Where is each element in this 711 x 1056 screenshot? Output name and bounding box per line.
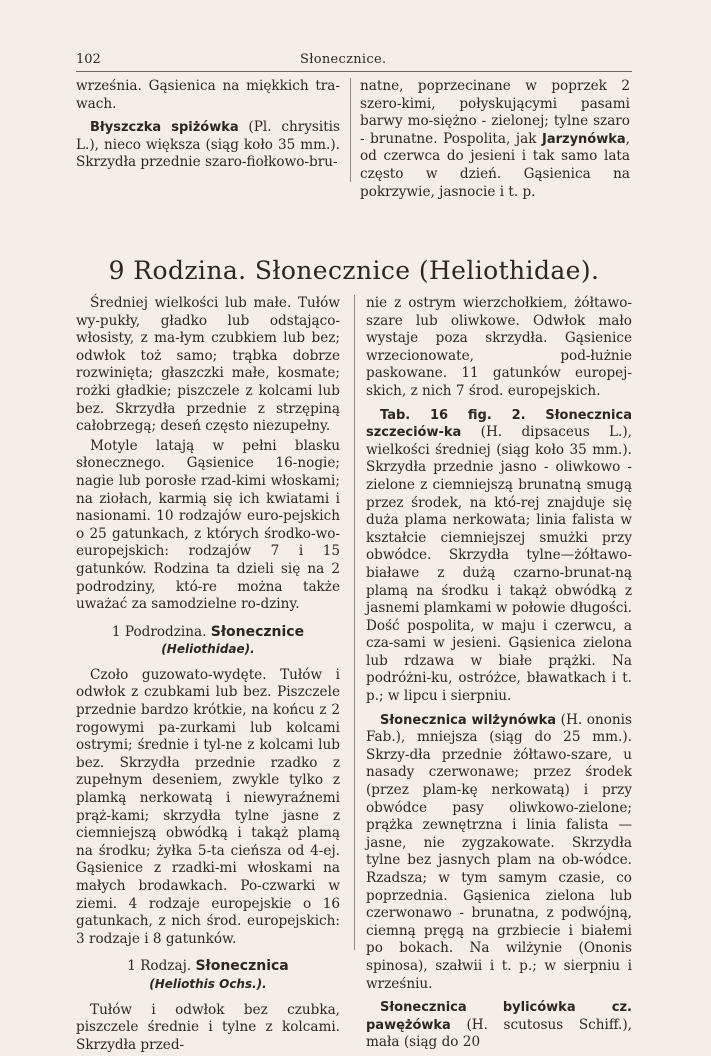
paragraph: Czoło guzowato-wydęte. Tułów i odwłok z czubkami lub bez. Piszczele przednie bardzo krótkie, na końcu z 2 rogowymi pa-zurkami lub kolcami ostrymi; średnie i tyl-ne z kolcami lub bez. Skrzydła przednie rzadko z zupełnym deseniem, zwykle tylko z plamką nerkowatą i niewyraźnemi prąż-kami; skrzydła tylne jasne z ciemniejszą obwódką i takąż plamą na środku; żyłka 5-ta cieńsza od 4-ej. Gąsienice z rzadki-mi włoskami na małych brodawkach. Po-czwarki w ziemi. 4 rodzaje europejskie o 16 gatunkach, z nich środ. europejskich: 3 rodzaje i 8 gatunków. xyxy=(76,666,340,947)
lower-left-column xyxy=(76,295,340,1056)
subfamily-latin: (Heliothidae). xyxy=(161,642,255,657)
subfamily-heading xyxy=(76,624,340,659)
species-paragraph xyxy=(366,999,632,1052)
genus-name: Słonecznica xyxy=(195,958,289,975)
subfamily-prefix: 1 Podrodzina. xyxy=(111,623,211,640)
species-paragraph xyxy=(366,712,632,994)
column-divider xyxy=(354,295,355,950)
species-name: Słonecznica bylicówka cz. pawężówka xyxy=(366,1000,632,1033)
paragraph: września. Gąsienica na miękkich tra-wach. xyxy=(76,78,340,112)
species-text: (Pl. chrysitis L.), nieco większa (siąg koło 35 mm.). Skrzydła przednie szaro-fiołkowo-bru- xyxy=(76,119,341,171)
upper-right-column xyxy=(360,78,630,203)
family-heading: 9 Rodzina. Słonecznice (Heliothidae). xyxy=(108,256,600,285)
paragraph: nie z ostrym wierzchołkiem, żółtawo-szare lub oliwkowe. Odwłok mało wystaje poza skrzydła. Gąsienice wrzecionowate, pod-łużnie paskowane. 11 gatunków europej-skich, z nich 7 środ. europejskich. xyxy=(366,295,632,399)
genus-prefix: 1 Rodzaj. xyxy=(127,958,196,975)
species-text: (H. scutosus Schiff.), mała (siąg do 20 xyxy=(366,1016,632,1051)
lower-right-column xyxy=(366,295,632,1054)
text-run: , od czerwca do jesieni i tak samo lata często w dzień. Gąsienica na pokrzywie, jasnocie i t. p. xyxy=(360,130,630,200)
paragraph xyxy=(360,78,630,201)
paragraph: Tułów i odwłok bez czubka, piszczele średnie i tylne z kolcami. Skrzydła przed- xyxy=(76,1001,340,1053)
subfamily-name: Słonecznice xyxy=(210,623,305,640)
species-paragraph xyxy=(76,119,340,172)
species-text: (H. ononis Fab.), mniejsza (siąg do 25 mm.). Skrzy-dła przednie żółtawo-szare, u nasady czerwonawe; przez środek (przez plam-kę nerkowatą) i przy obwódce pasy oliwkowo-zielone; prążka zewnętrzna i linia falista — jasne, nie zygzakowate. Skrzydła tylne bez jasnych plam na ob-wódce. Rzadsza; w tym samym czasie, co poprzednia. Gąsienica zielona lub czerwonawo - brunatna, z podwójną, ciemną pręgą na grzbiecie i białemi po bokach. Na wilżynie (Ononis spinosa), szałwii i t. p.; w sierpniu i wrześniu. xyxy=(366,711,632,992)
page-number: 102 xyxy=(76,52,101,67)
running-head: Słonecznice. xyxy=(300,52,387,67)
species-paragraph xyxy=(366,407,632,706)
genus-heading xyxy=(76,958,340,993)
species-name: Tab. 16 fig. 2. Słonecznica szczeciów-ka xyxy=(366,407,632,441)
upper-left-column xyxy=(76,78,340,174)
species-name: Słonecznica wilżynówka xyxy=(380,712,557,728)
species-name: Błyszczka spiżówka xyxy=(90,120,239,136)
paragraph: Średniej wielkości lub małe. Tułów wy-pukły, gładko lub odstająco-włosisty, z ma-łym czubkiem lub bez; odwłok toż samo; trąbka dobrze rozwinięta; głaszczki małe, kosmate; rożki gładkie; piszczele z kolcami lub bez. Skrzydła przednie z strzępiną całobrzegą; deseń często niezupełny. xyxy=(76,295,340,435)
column-divider xyxy=(350,78,351,182)
species-name: Jarzynówka xyxy=(541,131,626,147)
paragraph: Motyle latają w pełni blasku słonecznego. Gąsienice 16-nogie; nagie lub porosłe rzad-kimi włoskami; na ziołach, karmią się ich kwiatami i nasionami. 10 rodzajów euro-pejskich o 25 gatunkach, z których środko-wo-europejskich: rodzajów 7 i 15 gatunków. Rodzina ta dzieli się na 2 podrodziny, któ-re można także uważać za samodzielne ro-dziny. xyxy=(76,437,340,613)
genus-latin: (Heliothis Ochs.). xyxy=(149,976,267,991)
top-rule xyxy=(76,71,632,72)
species-text: (H. dipsaceus L.), wielkości średniej (siąg koło 35 mm.). Skrzydła przednie jasno - oliwkowo - zielone z ciemniejszą brunatną smugą przez środek, na któ-rej znajduje się duża plama nerkowata; linia falista w kształcie ciemniejszej smużki przy obwódce. Skrzydła tylne—żółtawo-białawe z dużą czarno-brunat-ną plamą na środku i takąż obwódką z jasnemi plamkami w połowie długości. Dość pospolita, w maju i czerwcu, a cza-sami w jesieni. Gąsienica zielona lub rdzawa w białe prążki. Na podróżni-ku, ostróżce, bławatkach i t. p.; w lipcu i sierpniu. xyxy=(366,424,632,705)
text-run: natne, poprzecinane w poprzek 2 szero-kimi, połyskującymi pasami barwy mo-siężno - zielonej; tylne szaro - brunatne. Pospolita, jak xyxy=(360,78,630,147)
